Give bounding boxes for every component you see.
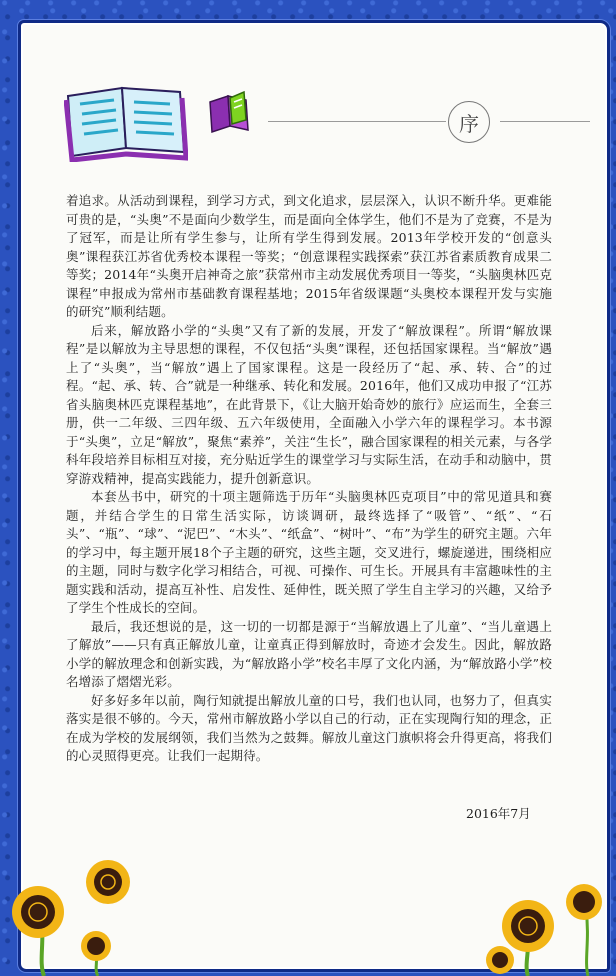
sunflower-icon — [486, 946, 514, 974]
header-divider-right — [500, 121, 590, 122]
small-book-icon — [206, 90, 252, 134]
sunflower-icon — [12, 886, 64, 976]
paragraph: 着追求。从活动到课程，到学习方式，到文化追求，层层深入，认识不断升华。更难能可贵的是，“头奥”不是面向少数学生，而是面向全体学生，他们不是为了竞赛，不是为了冠军，而是让所有学生参与，让所有学生得到发展。2013年学校开发的“创意头奥”课程获江苏省优秀校本课程一等奖；“创意课程实践探索”获江苏省素质教育成果二等奖；2014年“头奥开启神奇之旅”获常州市主动发展优秀项目一等奖，“头脑奥林匹克课程”申报成为常州市基础教育课程基地；2015年省级课题“头奥校本课程开发与实施的研究”顺利结题。 — [66, 193, 552, 319]
header-divider-left — [268, 121, 446, 122]
sunflower-icon — [81, 931, 111, 976]
preface-body — [66, 192, 552, 766]
sunflower-icon — [86, 860, 130, 904]
paragraph: 好多好多年以前，陶行知就提出解放儿童的口号，我们也认同，也努力了，但真实落实是很不够的。今天，常州市解放路小学以自己的行动，正在实现陶行知的理念，正在成为学校的发展纲领，我们当然为之鼓舞。解放儿童这门旗帜将会升得更高，将我们的心灵照得更亮。让我们一起期待。 — [66, 692, 552, 763]
paragraph: 后来，解放路小学的“头奥”又有了新的发展，开发了“解放课程”。所谓“解放课程”是以解放为主导思想的课程，不仅包括“头奥”课程，还包括国家课程。当“解放”遇上了“头奥”，当“解放”遇上了国家课程。这是一段经历了“起、承、转、合”的过程。“起、承、转、合”就是一种继承、转化和发展。2016年，他们又成功申报了“江苏省头脑奥林匹克课程基地”，在此背景下，《让大脑开始奇妙的旅行》应运而生，全套三册，供一二年级、三四年级、五六年级使用，全面融入小学六年的课程学习。本书源于“头奥”，立足“解放”，聚焦“素养”，关注“生长”，融合国家课程的相关元素，与各学科年段培养目标相互对接，充分贴近学生的课堂学习与实际生活，在动手和动脑中，贯穿游戏精神，提高实践能力，提升创新意识。 — [66, 322, 552, 486]
paragraph: 本套丛书中，研究的十项主题筛选于历年“头脑奥林匹克项目”中的常见道具和赛题，并结合学生的日常生活实际，访谈调研，最终选择了“吸管”、“纸”、“石头”、“瓶”、“球”、“泥巴”、“木头”、“纸盒”、“树叶”、“布”为学生的研究主题。六年的学习中，每主题开展18个子主题的研究，这些主题，交叉进行，螺旋递进，围绕相应的主题，同时与数字化学习相结合，可视、可操作、可生长。开展具有丰富趣味性的主题实践和活动，提高互补性、启发性、延伸性，既关照了学生自主学习的兴趣，又给予了学生个性成长的空间。 — [66, 489, 552, 615]
sunflower-icon — [566, 884, 602, 976]
sunflower-decoration — [0, 850, 616, 976]
date-signature: 2016年7月 — [466, 806, 531, 821]
paragraph: 最后，我还想说的是，这一切的一切都是源于“当解放遇上了儿童”、“当儿童遇上了解放”——只有真正解放儿童，让童真正得到解放时，奇迹才会发生。因此，解放路小学的解放理念和创新实践，为“解放路小学”校名丰厚了文化内涵，为“解放路小学”校名增添了熠熠光彩。 — [66, 618, 552, 689]
section-seal: 序 — [448, 101, 490, 143]
open-book-icon — [64, 82, 188, 162]
